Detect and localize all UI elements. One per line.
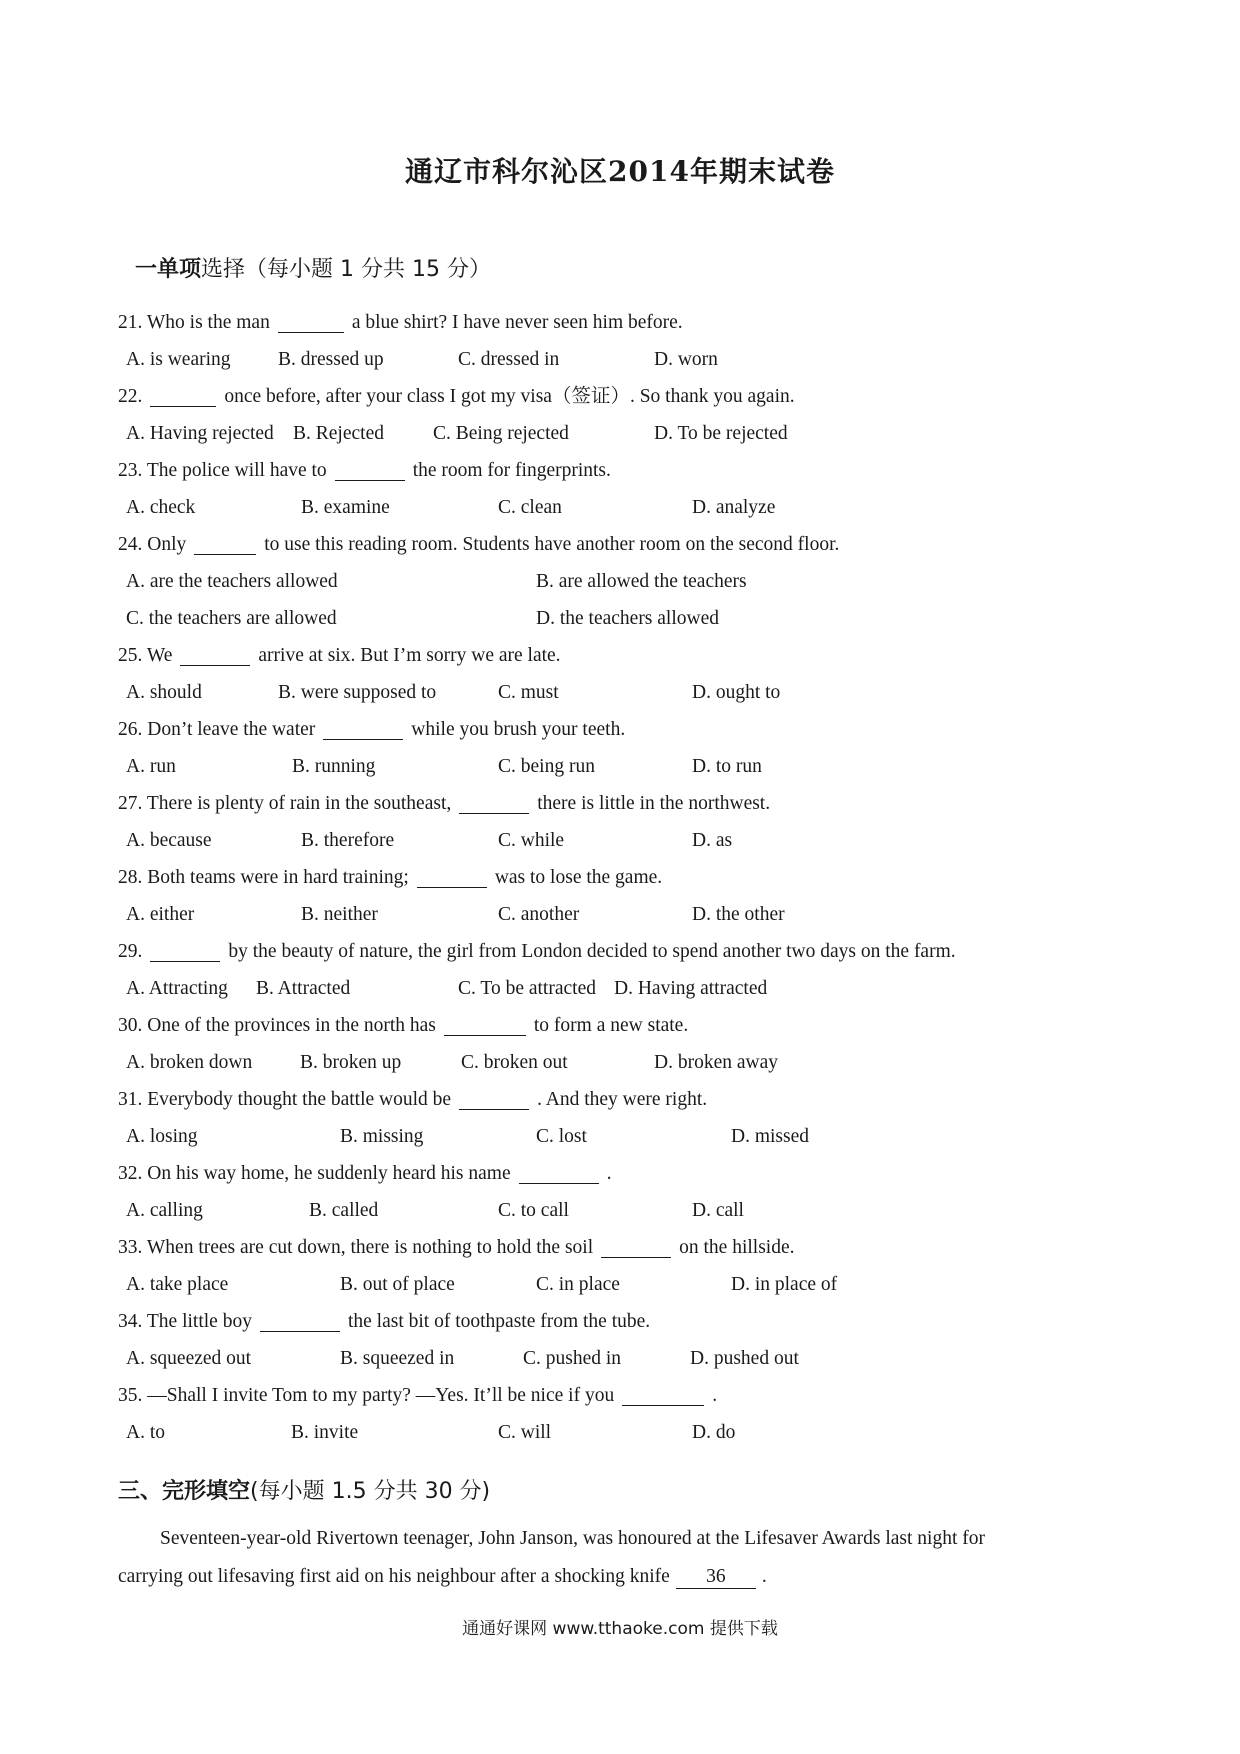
option-b: B. invite [291,1422,359,1443]
passage-text: . [761,1566,767,1587]
option-b: B. missing [340,1126,424,1147]
options-row [118,1118,1138,1155]
option-c: C. must [498,682,559,703]
option-a: A. take place [126,1274,229,1295]
options-row [118,1044,1138,1081]
section-heading-bold: 三、完形填空 [118,1479,251,1504]
option-a: A. because [126,830,212,851]
answer-blank [194,532,256,555]
stem-text: . [606,1163,612,1184]
stem-text: once before, after your class I got my visa（签证）. So thank you again. [224,386,795,407]
question-stem [118,1081,1138,1118]
question-stem [118,1155,1138,1192]
option-a: A. Attracting [126,978,228,999]
option-d: D. ought to [692,682,781,703]
option-b: B. broken up [300,1052,402,1073]
option-c: C. broken out [461,1052,568,1073]
option-a: A. run [126,756,176,777]
option-c: C. dressed in [458,349,560,370]
stem-text: 26. Don’t leave the water [118,719,316,740]
answer-blank [323,717,403,740]
option-d: D. To be rejected [654,423,788,444]
options-row [118,674,1138,711]
question-list [118,304,1138,1451]
option-b: B. Attracted [256,978,351,999]
section-heading-rest: (每小题 1.5 分共 30 分) [250,1479,491,1504]
options-row [118,1340,1138,1377]
answer-blank [459,1087,529,1110]
option-d: D. analyze [692,497,776,518]
option-b: B. dressed up [278,349,384,370]
option-d: D. missed [731,1126,809,1147]
question-item [118,1007,1138,1081]
option-c: C. Being rejected [433,423,569,444]
answer-blank [278,310,344,333]
question-item [118,452,1138,526]
option-c: C. to call [498,1200,569,1221]
option-c: C. will [498,1422,552,1443]
question-stem [118,711,1138,748]
question-stem [118,785,1138,822]
option-a: A. calling [126,1200,203,1221]
page-title: 通辽市科尔沁区2014年期末试卷 [405,155,835,188]
question-item [118,1081,1138,1155]
stem-text: the room for fingerprints. [412,460,611,481]
stem-text: 25. We [118,645,173,666]
answer-blank [519,1161,599,1184]
cloze-blank: 36 [676,1566,756,1589]
question-stem [118,1229,1138,1266]
answer-blank [260,1309,340,1332]
options-row [118,822,1138,859]
option-c: C. lost [536,1126,587,1147]
answer-blank [150,939,220,962]
question-item [118,933,1138,1007]
options-row [118,970,1138,1007]
option-b: B. out of place [340,1274,455,1295]
options-row [118,341,1138,378]
option-a: A. is wearing [126,349,231,370]
stem-text: the last bit of toothpaste from the tube. [347,1311,651,1332]
option-b: B. neither [301,904,378,925]
option-b: B. examine [301,497,390,518]
option-c: C. clean [498,497,562,518]
stem-text: was to lose the game. [494,867,663,888]
passage-text: Seventeen-year-old Rivertown teenager, John Janson, was honoured at the Lifesaver Awards last night for [160,1528,985,1549]
options-row [118,1414,1138,1451]
question-item [118,1155,1138,1229]
question-stem [118,1007,1138,1044]
question-stem [118,526,1138,563]
stem-text: arrive at six. But I’m sorry we are late. [258,645,561,666]
stem-text: a blue shirt? I have never seen him before. [351,312,683,333]
option-a: A. broken down [126,1052,253,1073]
option-c: C. in place [536,1274,620,1295]
stem-text: . And they were right. [537,1089,708,1110]
question-stem [118,1303,1138,1340]
option-d: D. the other [692,904,785,925]
section-heading-rest: 选择（每小题 1 分共 15 分） [201,257,491,282]
stem-text: 23. The police will have to [118,460,327,481]
stem-text: 32. On his way home, he suddenly heard his name [118,1163,511,1184]
options-row [118,1192,1138,1229]
answer-blank [180,643,250,666]
option-d: D. as [692,830,733,851]
option-d: D. the teachers allowed [536,608,720,629]
option-d: D. pushed out [690,1348,799,1369]
question-item [118,785,1138,859]
stem-text: there is little in the northwest. [537,793,771,814]
stem-text: 24. Only [118,534,187,555]
question-item [118,378,1138,452]
option-b: B. called [309,1200,379,1221]
option-a: A. to [126,1422,165,1443]
option-b: B. are allowed the teachers [536,571,747,592]
stem-text: by the beauty of nature, the girl from London decided to spend another two days on the farm. [228,941,956,962]
answer-blank [335,458,405,481]
option-c: C. pushed in [523,1348,622,1369]
answer-blank [459,791,529,814]
stem-text: 34. The little boy [118,1311,252,1332]
question-item [118,1229,1138,1303]
stem-text: while you brush your teeth. [411,719,626,740]
option-b: B. were supposed to [278,682,437,703]
cloze-passage [118,1520,1128,1596]
stem-text: 33. When trees are cut down, there is nothing to hold the soil [118,1237,594,1258]
section-heading-cloze [118,1474,490,1505]
stem-text: 35. —Shall I invite Tom to my party? —Yes. It’ll be nice if you [118,1385,615,1406]
option-b: B. running [292,756,376,777]
question-stem [118,378,1138,415]
option-d: D. Having attracted [614,978,768,999]
option-a: A. are the teachers allowed [126,571,338,592]
question-item [118,711,1138,785]
option-d: D. in place of [731,1274,838,1295]
stem-text: 22. [118,386,143,407]
option-d: D. call [692,1200,744,1221]
option-b: B. squeezed in [340,1348,455,1369]
question-stem [118,933,1138,970]
stem-text: 29. [118,941,143,962]
passage-line [118,1520,1128,1558]
section-heading-bold: 一单项 [135,257,202,282]
stem-text: 27. There is plenty of rain in the southeast, [118,793,452,814]
question-item [118,304,1138,378]
question-stem [118,637,1138,674]
answer-blank [601,1235,671,1258]
question-item [118,637,1138,711]
question-item [118,859,1138,933]
option-a: A. should [126,682,202,703]
stem-text: 30. One of the provinces in the north has [118,1015,436,1036]
question-stem [118,304,1138,341]
stem-text: 21. Who is the man [118,312,270,333]
option-c: C. being run [498,756,595,777]
question-stem [118,1377,1138,1414]
options-row [118,600,1138,637]
option-d: D. broken away [654,1052,778,1073]
section-heading-single-choice [135,252,491,283]
option-b: B. Rejected [293,423,384,444]
question-stem [118,452,1138,489]
option-a: A. squeezed out [126,1348,252,1369]
question-item [118,1377,1138,1451]
option-c: C. while [498,830,565,851]
options-row [118,489,1138,526]
passage-text: carrying out lifesaving first aid on his neighbour after a shocking knife [118,1566,670,1587]
stem-text: to form a new state. [533,1015,689,1036]
stem-text: . [712,1385,718,1406]
option-d: D. do [692,1422,736,1443]
footer-credit: 通通好课网 www.tthaoke.com 提供下载 [462,1619,778,1639]
option-a: A. Having rejected [126,423,274,444]
question-stem [118,859,1138,896]
option-c: C. To be attracted [458,978,596,999]
stem-text: 31. Everybody thought the battle would be [118,1089,452,1110]
passage-line [118,1558,1128,1596]
options-row [118,415,1138,452]
stem-text: 28. Both teams were in hard training; [118,867,409,888]
option-a: A. losing [126,1126,198,1147]
answer-blank [150,384,216,407]
options-row [118,896,1138,933]
option-c: C. the teachers are allowed [126,608,337,629]
answer-blank [622,1383,704,1406]
options-row [118,748,1138,785]
option-d: D. worn [654,349,718,370]
question-item [118,1303,1138,1377]
option-a: A. either [126,904,195,925]
question-item [118,526,1138,637]
options-row [118,563,1138,600]
option-b: B. therefore [301,830,395,851]
option-c: C. another [498,904,580,925]
answer-blank [417,865,487,888]
answer-blank [444,1013,526,1036]
options-row [118,1266,1138,1303]
option-a: A. check [126,497,196,518]
option-d: D. to run [692,756,762,777]
stem-text: on the hillside. [679,1237,795,1258]
stem-text: to use this reading room. Students have another room on the second floor. [264,534,840,555]
